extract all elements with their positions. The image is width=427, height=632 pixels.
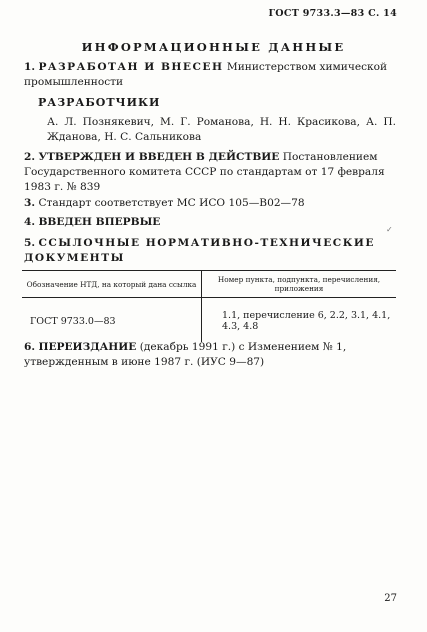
item-6-number: 6. — [24, 341, 36, 353]
item-1-number: 1. — [24, 61, 36, 73]
item-1 — [24, 60, 396, 90]
item-1-lead: РАЗРАБОТАН И ВНЕСЕН — [38, 61, 224, 73]
item-2-lead: УТВЕРЖДЕН И ВВЕДЕН В ДЕЙСТВИЕ — [38, 151, 280, 163]
item-3-text: Стандарт соответствует МС ИСО 105—В02—78 — [38, 197, 305, 209]
developers-names: А. Л. Познякевич, М. Г. Романова, Н. Н. Красикова, А. П. Жданова, Н. С. Сальникова — [47, 116, 396, 143]
item-6-text: (декабрь 1991 г.) с Изменением № 1, утвержденным в июне 1987 г. (ИУС 9—87) — [24, 341, 347, 368]
developers-heading: РАЗРАБОТЧИКИ — [38, 96, 161, 109]
item-6-lead: ПЕРЕИЗДАНИЕ — [38, 341, 137, 353]
item-4-lead: ВВЕДЕН ВПЕРВЫЕ — [38, 216, 161, 228]
scan-mark: ✓ — [386, 225, 393, 234]
item-5-number: 5. — [24, 237, 36, 249]
item-2 — [24, 150, 396, 195]
item-6 — [24, 340, 396, 370]
table-header-row — [22, 271, 396, 298]
references-table — [22, 270, 396, 342]
item-2-number: 2. — [24, 151, 36, 163]
table-cell-clauses: 1.1, перечисление 6, 2.2, 3.1, 4.1, 4.3, 4.8 — [222, 310, 391, 332]
item-4 — [24, 215, 396, 230]
item-3-number: 3. — [24, 197, 36, 209]
item-3 — [24, 196, 396, 211]
item-5 — [24, 236, 396, 266]
table-row — [22, 298, 396, 343]
page-title: ИНФОРМАЦИОННЫЕ ДАННЫЕ — [81, 40, 346, 54]
table-cell-designation: ГОСТ 9733.0—83 — [22, 298, 202, 343]
page-header: ГОСТ 9733.3—83 С. 14 — [268, 8, 397, 19]
item-5-lead: ССЫЛОЧНЫЕ НОРМАТИВНО-ТЕХНИЧЕСКИЕ ДОКУМЕНТЫ — [24, 237, 375, 264]
item-2-text: Постановлением Государственного комитета СССР по стандартам от 17 февраля 1983 г. № 839 — [24, 151, 385, 193]
item-4-number: 4. — [24, 216, 36, 228]
page-number: 27 — [384, 593, 397, 604]
table-header-designation: Обозначение НТД, на который дана ссылка — [22, 271, 202, 298]
table-header-clause: Номер пункта, подпункта, перечисления, приложения — [202, 271, 396, 298]
item-1-text: Министерством химической промышленности — [24, 61, 388, 88]
